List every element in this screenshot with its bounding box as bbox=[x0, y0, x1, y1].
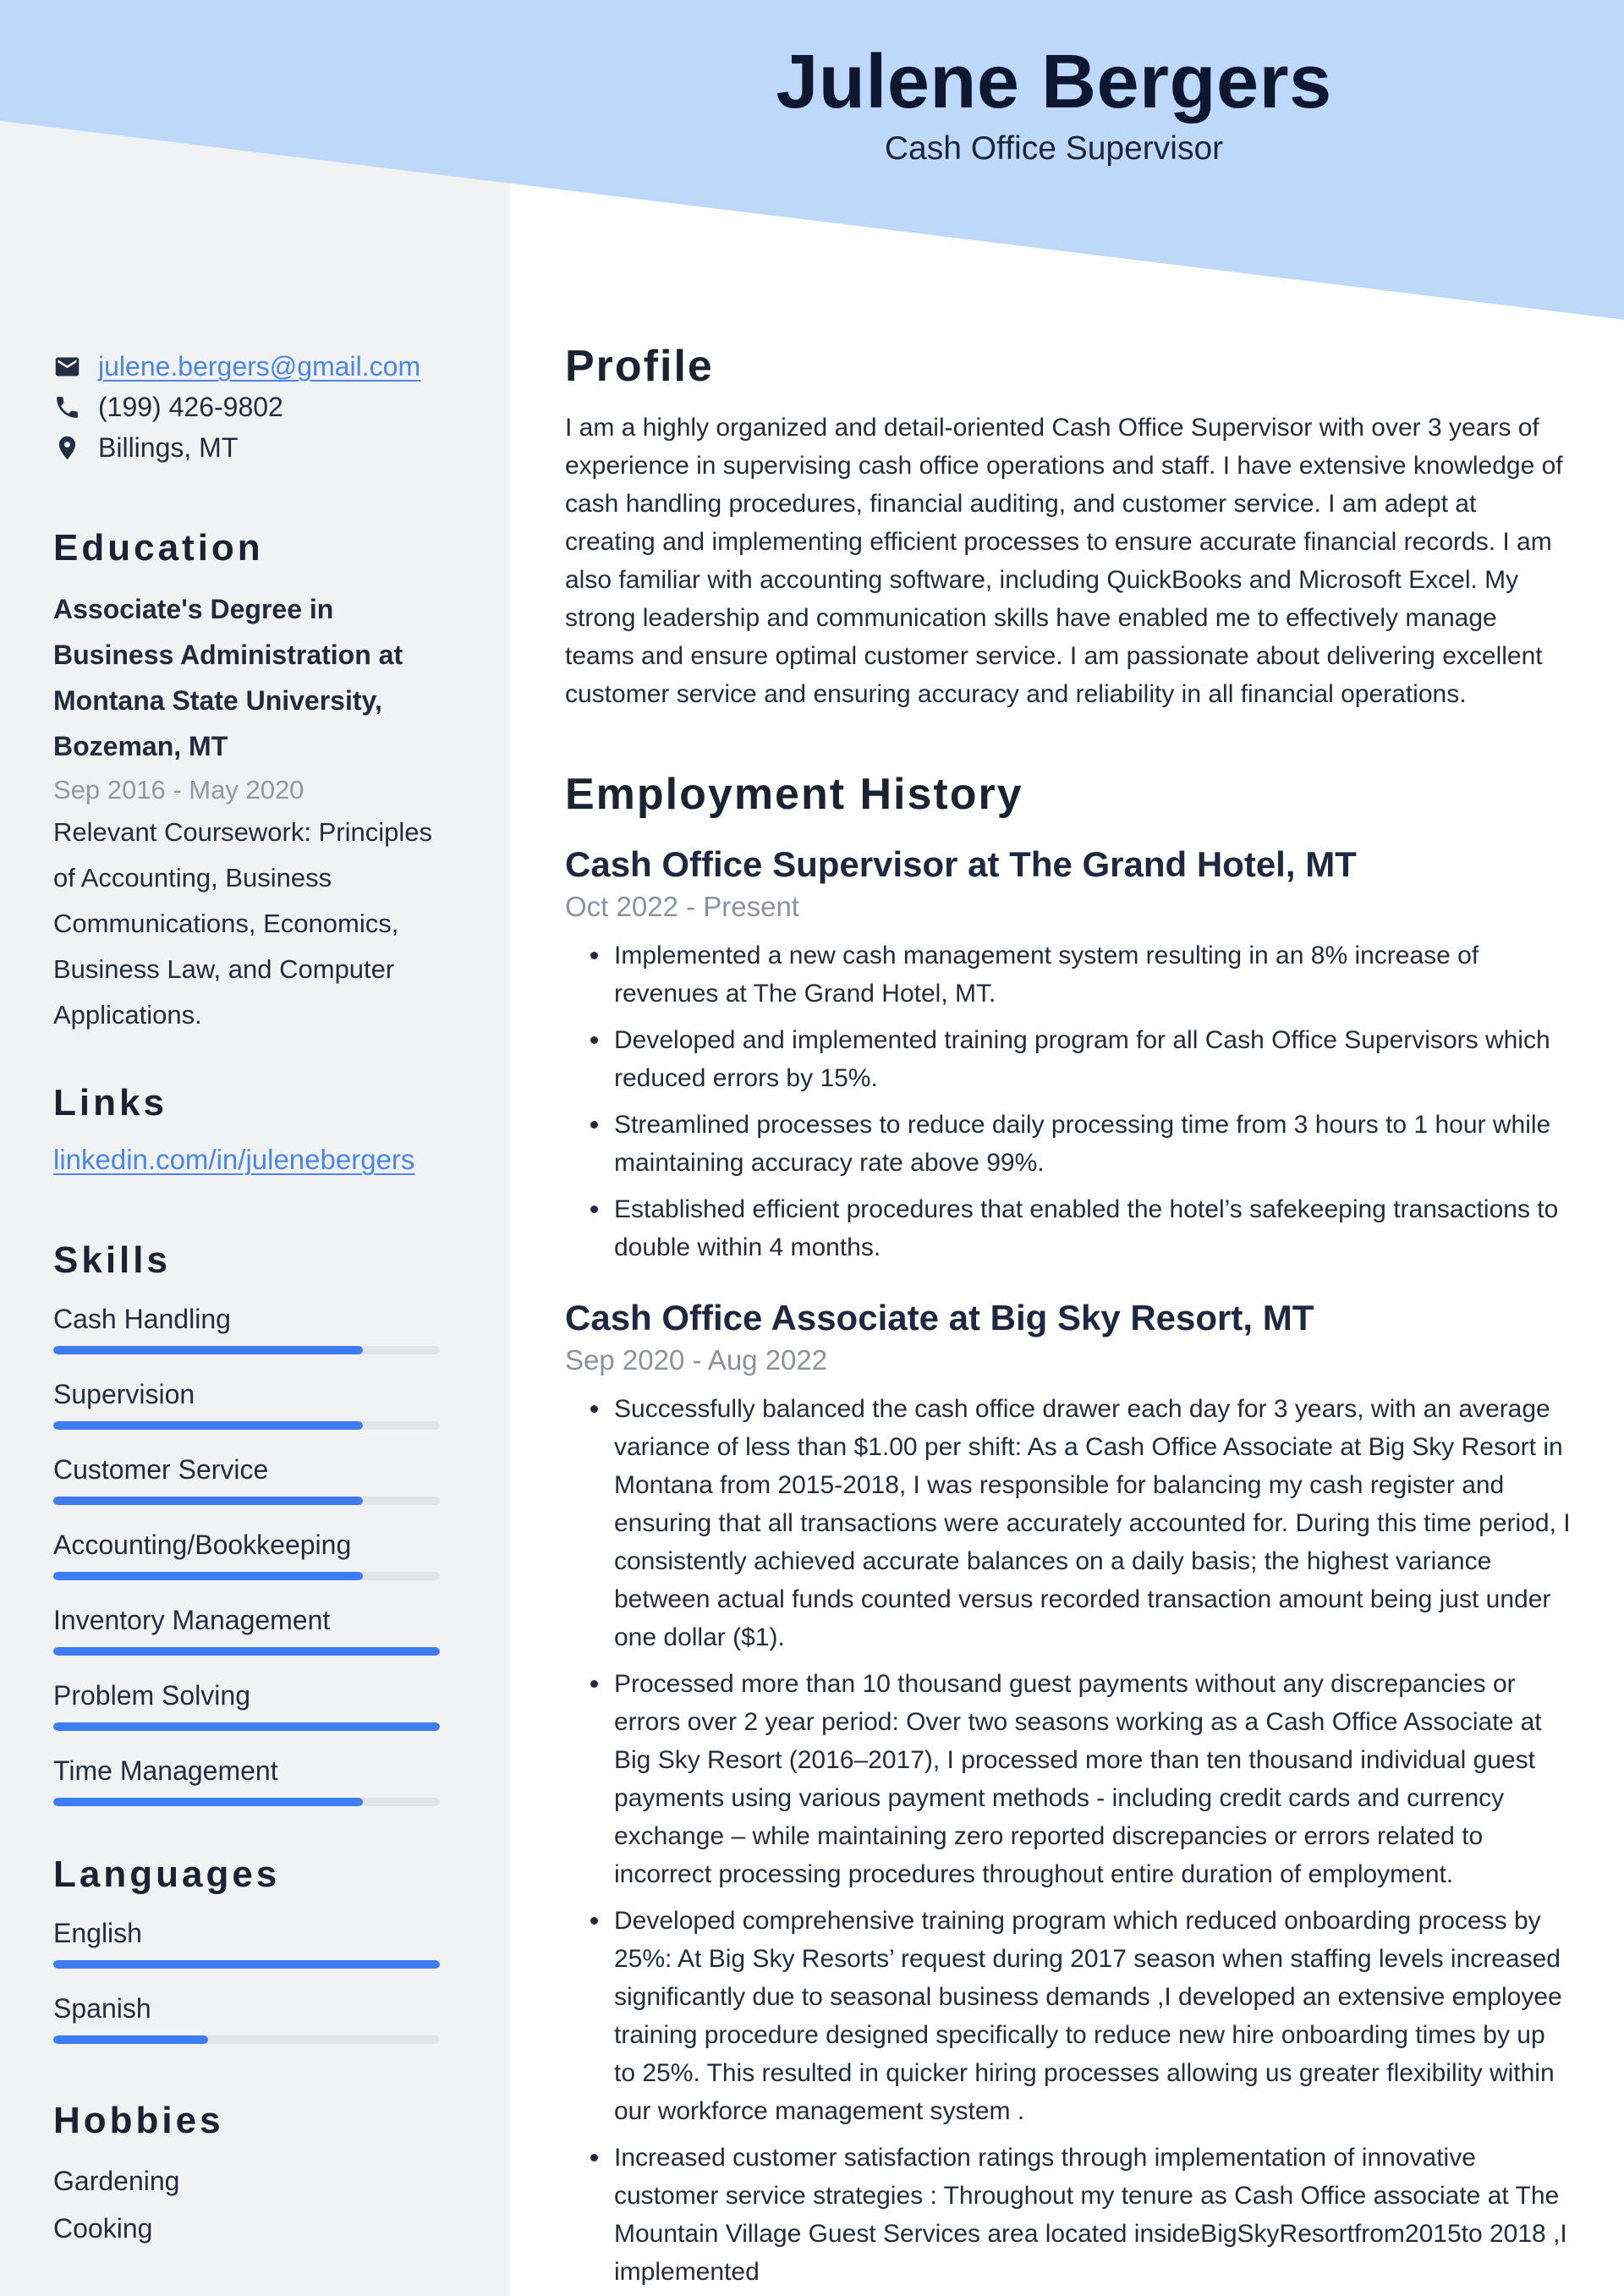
contact-phone-row bbox=[53, 391, 440, 424]
skill-label: Problem Solving bbox=[53, 1680, 250, 1711]
phone-icon bbox=[53, 393, 81, 421]
hobby-item: Gardening bbox=[53, 2166, 180, 2196]
skill-bar-track bbox=[53, 1421, 440, 1430]
skill-item bbox=[53, 1754, 440, 1806]
links-heading: Links bbox=[53, 1082, 167, 1123]
skill-bar-track bbox=[53, 1798, 440, 1806]
bullet-item: Developed and implemented training program for all Cash Office Supervisors which reduced errors by 15%. bbox=[565, 1021, 1572, 1097]
skill-label: Customer Service bbox=[53, 1454, 269, 1485]
language-bar-track bbox=[53, 2035, 440, 2044]
skill-bar-track bbox=[53, 1722, 440, 1731]
education-heading: Education bbox=[53, 527, 264, 569]
language-label: Spanish bbox=[53, 1993, 151, 2024]
location-text: Billings, MT bbox=[98, 432, 239, 463]
skill-bar-track bbox=[53, 1572, 440, 1580]
skill-bar-fill bbox=[53, 1346, 363, 1354]
bullet-item: Increased customer satisfaction ratings through implementation of innovative customer service strategies : Throughout my tenure as Cash Office associate at The Mountain Village Guest Services area located insideBigSkyResortfrom2015to 2018 ,I implemented bbox=[565, 2139, 1572, 2291]
skill-bar-fill bbox=[53, 1798, 363, 1806]
skill-bar-fill bbox=[53, 1497, 363, 1505]
job-bullet-list bbox=[565, 937, 1572, 1266]
location-pin-icon bbox=[53, 434, 81, 462]
email-icon bbox=[53, 353, 81, 381]
employment-history-heading: Employment History bbox=[565, 770, 1023, 819]
bullet-item: Implemented a new cash management system resulting in an 8% increase of revenues at The Grand Hotel, MT. bbox=[565, 937, 1572, 1013]
language-item bbox=[53, 1991, 440, 2044]
contact-email-row bbox=[53, 350, 440, 383]
job-bullet-list bbox=[565, 1390, 1572, 2291]
bullet-item: Successfully balanced the cash office drawer each day for 3 years, with an average variance of less than $1.00 per shift: As a Cash Office Associate at Big Sky Resort in Montana from 2015-2018, I was responsible for balancing my cash register and ensuring that all transactions were accurately accounted for. During this time period, I consistently achieved accurate balances on a daily basis; the highest variance between actual funds counted versus recorded transaction amount being just under one dollar ($1). bbox=[565, 1390, 1572, 1656]
job-title: Cash Office Supervisor at The Grand Hotel, MT bbox=[565, 844, 1357, 884]
profile-heading: Profile bbox=[565, 342, 714, 391]
languages-heading: Languages bbox=[53, 1854, 281, 1895]
hobbies-heading: Hobbies bbox=[53, 2100, 224, 2141]
job-entry-2 bbox=[565, 1297, 1572, 2291]
email-link[interactable]: julene.bergers@gmail.com bbox=[98, 351, 421, 382]
skill-bar-fill bbox=[53, 1647, 440, 1656]
skill-item bbox=[53, 1603, 440, 1656]
skill-bar-track bbox=[53, 1497, 440, 1505]
education-description: Relevant Coursework: Principles of Accounting, Business Communications, Economics, Business Law, and Computer Applications. bbox=[53, 817, 432, 1030]
bullet-item: Streamlined processes to reduce daily processing time from 3 hours to 1 hour while maintaining accuracy rate above 99%. bbox=[565, 1106, 1572, 1182]
language-bar-track bbox=[53, 1960, 440, 1969]
skill-label: Supervision bbox=[53, 1379, 195, 1409]
hobbies-list bbox=[53, 2157, 440, 2252]
job-dates: Sep 2020 - Aug 2022 bbox=[565, 1344, 828, 1376]
skill-bar-fill bbox=[53, 1421, 363, 1430]
skill-label: Cash Handling bbox=[53, 1304, 231, 1334]
hobby-item: Cooking bbox=[53, 2213, 153, 2244]
job-entry-1 bbox=[565, 843, 1572, 1266]
bullet-item: Established efficient procedures that enabled the hotel’s safekeeping transactions to double within 4 months. bbox=[565, 1190, 1572, 1266]
skill-label: Accounting/Bookkeeping bbox=[53, 1530, 352, 1560]
skills-heading: Skills bbox=[53, 1239, 171, 1281]
language-bar-fill bbox=[53, 2035, 208, 2044]
skill-item bbox=[53, 1453, 440, 1505]
language-bar-fill bbox=[53, 1960, 440, 1969]
skill-label: Inventory Management bbox=[53, 1605, 331, 1635]
skills-list bbox=[53, 1302, 440, 1806]
skill-label: Time Management bbox=[53, 1755, 278, 1786]
skill-item bbox=[53, 1302, 440, 1354]
language-item bbox=[53, 1916, 440, 1969]
skill-item bbox=[53, 1377, 440, 1430]
skill-item bbox=[53, 1678, 440, 1731]
sidebar bbox=[53, 350, 440, 2252]
language-label: English bbox=[53, 1918, 142, 1948]
person-name: Julene Bergers bbox=[776, 40, 1332, 124]
skill-bar-fill bbox=[53, 1572, 363, 1580]
skill-item bbox=[53, 1528, 440, 1580]
bullet-item: Processed more than 10 thousand guest payments without any discrepancies or errors over 2 year period: Over two seasons working as a Cash Office Associate at Big Sky Resort (2016–2017), I processed more than ten thousand individual guest payments using various payment methods - including credit cards and currency exchange – while maintaining zero reported discrepancies or errors related to incorrect processing procedures throughout entire duration of employment. bbox=[565, 1665, 1572, 1893]
contact-location-row bbox=[53, 431, 440, 464]
profile-text: I am a highly organized and detail-oriented Cash Office Supervisor with over 3 years of experience in supervising cash office operations and staff. I have extensive knowledge of cash handling procedures, financial auditing, and customer service. I am adept at creating and implementing efficient processes to ensure accurate financial records. I am also familiar with accounting software, including QuickBooks and Microsoft Excel. My strong leadership and communication skills have enabled me to effectively manage teams and ensure optimal customer service. I am passionate about delivering excellent customer service and ensuring accuracy and reliability in all financial operations. bbox=[565, 414, 1563, 708]
education-degree: Associate's Degree in Business Administration at Montana State University, Bozeman, MT bbox=[53, 594, 403, 761]
main-column bbox=[565, 343, 1572, 2296]
job-dates: Oct 2022 - Present bbox=[565, 891, 799, 922]
bullet-item: Developed comprehensive training program which reduced onboarding process by 25%: At Big Sky Resorts’ request during 2017 season when staffing levels increased significantly due to seasonal business demands ,I developed an extensive employee training procedure designed specifically to reduce new hire onboarding times by up to 25%. This resulted in quicker hiring processes allowing us greater flexibility within our workforce management system . bbox=[565, 1902, 1572, 2130]
job-title: Cash Office Associate at Big Sky Resort, MT bbox=[565, 1298, 1314, 1338]
phone-number: (199) 426-9802 bbox=[98, 392, 283, 422]
education-dates: Sep 2016 - May 2020 bbox=[53, 775, 304, 805]
person-job-title: Cash Office Supervisor bbox=[884, 129, 1224, 167]
linkedin-link[interactable]: linkedin.com/in/julenebergers bbox=[53, 1144, 415, 1175]
skill-bar-fill bbox=[53, 1722, 440, 1731]
skill-bar-track bbox=[53, 1346, 440, 1354]
header bbox=[457, 42, 1624, 167]
languages-list bbox=[53, 1916, 440, 2044]
skill-bar-track bbox=[53, 1647, 440, 1656]
